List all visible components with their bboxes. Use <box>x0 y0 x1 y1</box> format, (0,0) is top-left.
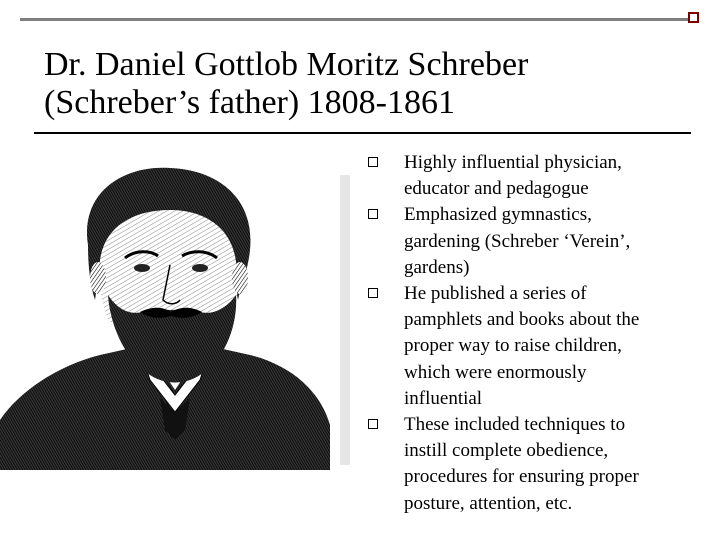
title-underline <box>34 132 691 134</box>
bullet-line: proper way to raise children, <box>404 335 622 357</box>
list-item <box>368 150 708 202</box>
bullet-line: Highly influential physician, <box>404 152 622 173</box>
bullet-line: posture, attention, etc. <box>404 492 573 514</box>
bullet-line: gardens) <box>404 256 470 278</box>
portrait-engraving <box>0 150 350 470</box>
bullet-line: gardening (Schreber ‘Verein’, <box>404 230 631 252</box>
bullet-line: influential <box>404 387 483 409</box>
hollow-square-bullet-icon <box>368 157 378 167</box>
top-decorative-rule <box>20 18 690 21</box>
bullet-list <box>368 150 708 517</box>
bullet-line: Emphasized gymnastics, <box>404 204 592 226</box>
bullet-line: instill complete obedience, <box>404 440 609 462</box>
bullet-line: procedures for ensuring proper <box>404 466 639 488</box>
hollow-square-bullet-icon <box>368 419 378 429</box>
title-line-2: (Schreber’s father) 1808-1861 <box>44 84 456 121</box>
square-corner-icon <box>688 12 699 23</box>
title-line-1: Dr. Daniel Gottlob Moritz Schreber <box>44 46 529 83</box>
hollow-square-bullet-icon <box>368 288 378 298</box>
bullet-line: which were enormously <box>404 361 587 383</box>
list-item <box>368 281 708 412</box>
slide-title <box>44 46 684 122</box>
list-item <box>368 412 708 517</box>
bullet-line: pamphlets and books about the <box>404 309 640 331</box>
list-item <box>368 202 708 281</box>
bullet-line: These included techniques to <box>404 414 626 436</box>
hollow-square-bullet-icon <box>368 209 378 219</box>
bullet-line: He published a series of <box>404 283 587 305</box>
bullet-line: educator and pedagogue <box>404 178 589 200</box>
